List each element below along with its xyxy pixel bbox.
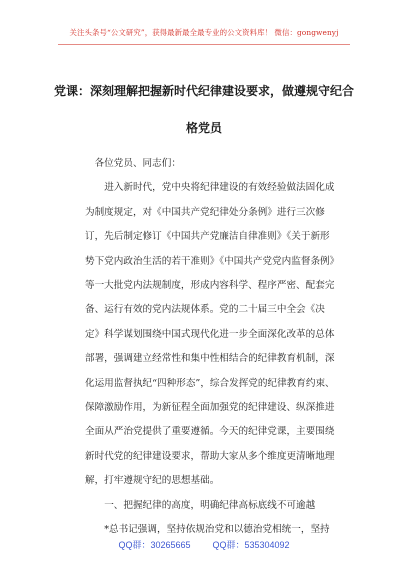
header-divider [58, 44, 350, 45]
footer-contact [0, 538, 408, 551]
document-title-line-2: 格党员 [185, 121, 222, 135]
greeting: 各位党员、同志们： [94, 158, 181, 169]
document-title-line-1: 党课：深刻理解把握新时代纪律建设要求，做遵规守纪合 [53, 84, 354, 98]
document-body [85, 152, 335, 543]
paragraph-section-1: *总书记强调，坚持依规治党和以德治党相统一，坚持 [104, 524, 330, 536]
section-heading-1: 一、把握纪律的高度，明确纪律高标底线不可逾越 [104, 499, 316, 511]
header-promo-note: 关注头条号“公文研究”，获得最新最全最专业的公文资料库！ 微信：gongwenyj [69, 28, 339, 37]
footer-qq-group-2: QQ群：535304092 [212, 540, 290, 550]
footer-qq-group-1: QQ群：30265665 [118, 540, 191, 550]
paragraph-intro: 进入新时代，党中央将纪律建设的有效经验做法固化成为制度规定，对《中国共产党纪律处分条例》进行三次修订，先后制定修订《中国共产党廉洁自律准则》《关于新形势下党内政治生活的若干准则》《中国共产党党内监督条例》等一大批党内法规制度，形成内容科学、程序严密、配套完备、运行有效的党内法规体系。党的二十届三中全会《决定》科学谋划围绕中国式现代化进一步全面深化改革的总体部署，强调建立经常性和集中性相结合的纪律教育机制，深化运用监督执纪“四种形态”，综合发挥党的纪律教育约束、保障激励作用，为新征程全面加强党的纪律建设、纵深推进全面从严治党提供了重要遵循。今天的纪律党课，主要围绕新时代党的纪律建设要求，帮助大家从多个维度更清晰地理解，打牢遵规守纪的思想基础。 [85, 182, 335, 487]
